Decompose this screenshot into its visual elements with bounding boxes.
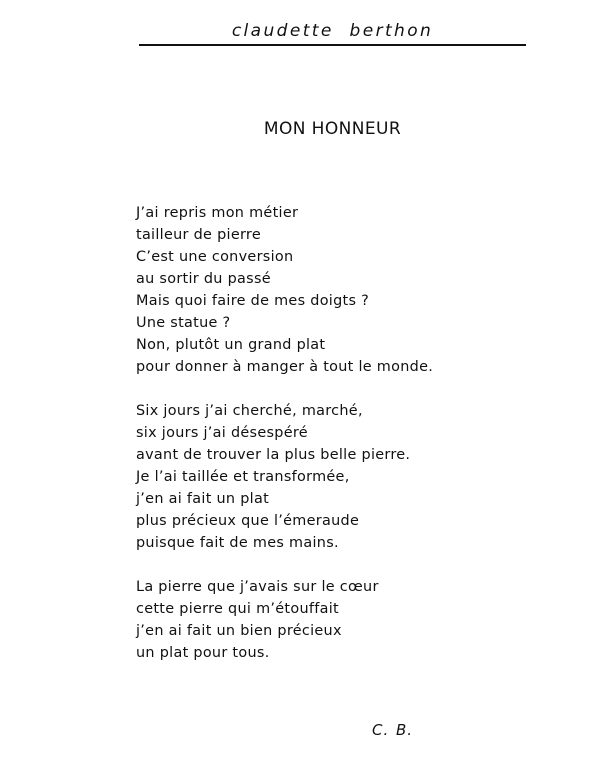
verse-line: j’en ai fait un plat: [136, 491, 270, 507]
verse-line: Une statue ?: [136, 315, 231, 331]
verse-line: Six jours j’ai cherché, marché,: [136, 403, 363, 419]
verse-line: C’est une conversion: [136, 249, 294, 265]
verse-line: avant de trouver la plus belle pierre.: [136, 447, 411, 463]
verse-line: Je l’ai taillée et transformée,: [136, 469, 350, 485]
poem-body: [136, 202, 576, 686]
author-name: claudette berthon: [231, 21, 434, 41]
verse-line: plus précieux que l’émeraude: [136, 513, 360, 529]
stanza-3: [136, 576, 576, 664]
verse-line: j’en ai fait un bien précieux: [136, 623, 342, 639]
poem-title: MON HONNEUR: [263, 119, 402, 139]
verse-line: un plat pour tous.: [136, 645, 270, 661]
verse-line: pour donner à manger à tout le monde.: [136, 359, 434, 375]
verse-line: Non, plutôt un grand plat: [136, 337, 326, 353]
stanza-1: [136, 202, 576, 378]
verse-line: au sortir du passé: [136, 271, 271, 287]
verse-line: La pierre que j’avais sur le cœur: [136, 579, 379, 595]
verse-line: tailleur de pierre: [136, 227, 261, 243]
verse-line: Mais quoi faire de mes doigts ?: [136, 293, 370, 309]
verse-line: six jours j’ai désespéré: [136, 425, 308, 441]
header-divider: [139, 44, 526, 46]
verse-line: J’ai repris mon métier: [136, 205, 299, 221]
verse-line: cette pierre qui m’étouffait: [136, 601, 339, 617]
signature-initials: C. B.: [372, 721, 414, 739]
stanza-2: [136, 400, 576, 554]
verse-line: puisque fait de mes mains.: [136, 535, 339, 551]
